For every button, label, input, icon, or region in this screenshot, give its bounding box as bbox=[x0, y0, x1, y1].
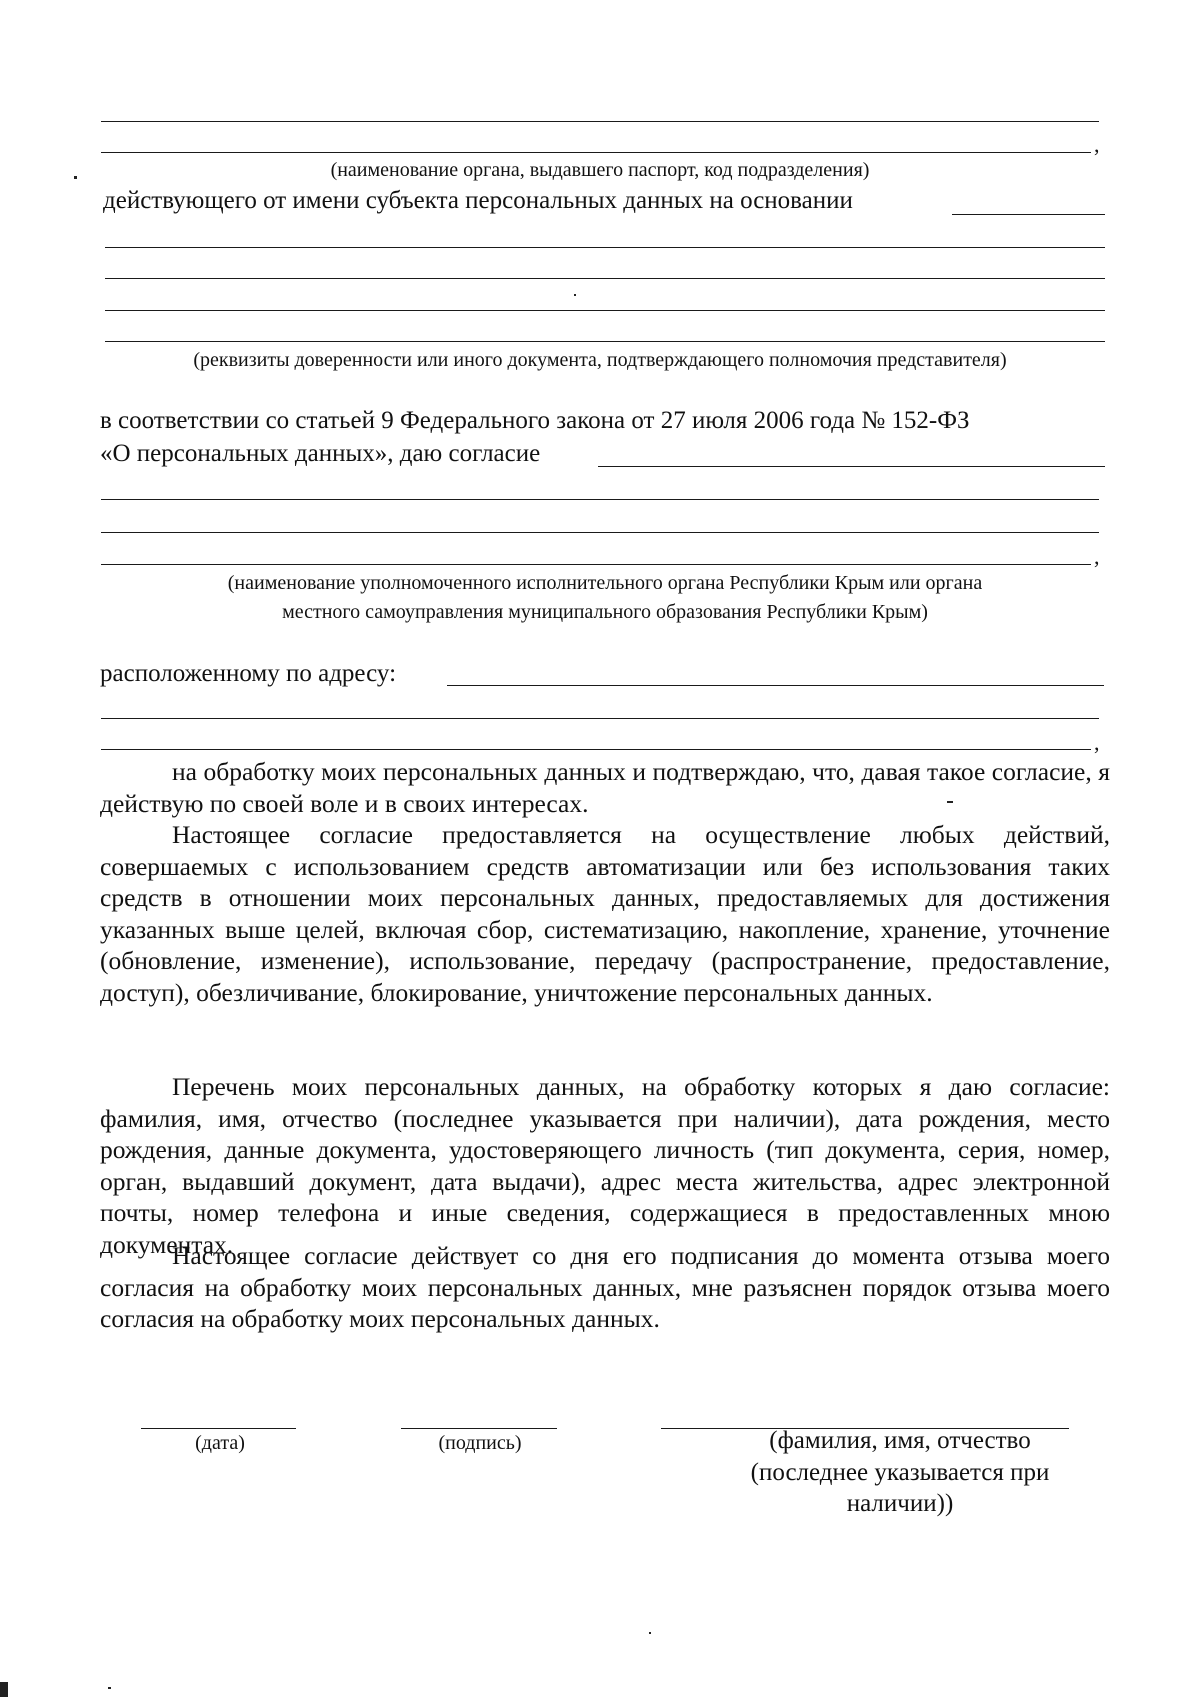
paragraph-consent-intent: на обработку моих персональных данных и подтверждаю, что, давая такое согласие, я действую по своей воле и в своих интересах. bbox=[100, 757, 1110, 818]
paragraph-data-list: Перечень моих персональных данных, на обработку которых я даю согласие: фамилия, имя, отчество (последнее указывается при наличии), дата рождения, место рождения, данные документа, удостоверяющего личность (тип документа, серия, номер, орган, выдавший документ, дата выдачи), адрес места жительства, адрес электронной почты, номер телефона и иные сведения, содержащиеся в предоставленных мною документах. bbox=[100, 1072, 1110, 1259]
scan-speck bbox=[74, 176, 77, 179]
fio-caption-line-1: (фамилия, имя, отчество bbox=[769, 1427, 1031, 1454]
blank-line-3 bbox=[105, 247, 1105, 248]
scan-edge-mark bbox=[0, 1682, 8, 1697]
comma: , bbox=[1094, 132, 1100, 157]
address-blank-line-1 bbox=[447, 685, 1104, 686]
date-signature-line bbox=[141, 1428, 296, 1429]
scan-speck bbox=[108, 1687, 111, 1689]
blank-line-2 bbox=[101, 152, 1091, 153]
scan-speck bbox=[947, 801, 953, 803]
blank-line-7 bbox=[101, 499, 1099, 500]
scan-speck bbox=[649, 1632, 651, 1634]
consent-recipient-blank-line bbox=[598, 466, 1105, 467]
address-label: расположенному по адресу: bbox=[100, 660, 397, 687]
address-blank-line-3 bbox=[101, 749, 1091, 750]
comma: , bbox=[1094, 730, 1100, 755]
law-reference-line-1: в соответствии со статьей 9 Федерального закона от 27 июля 2006 года № 152-ФЗ bbox=[100, 407, 970, 434]
blank-line-1 bbox=[101, 121, 1099, 122]
fio-caption-line-2: (последнее указывается при bbox=[750, 1458, 1050, 1486]
blank-line-8 bbox=[101, 532, 1099, 533]
sign-caption: (подпись) bbox=[438, 1432, 522, 1454]
blank-line-5 bbox=[105, 310, 1105, 311]
scan-speck bbox=[574, 294, 576, 296]
authority-docs-caption: (реквизиты доверенности или иного документа, подтверждающего полномочия представителя) bbox=[193, 349, 1007, 371]
blank-line-4 bbox=[105, 278, 1105, 279]
passport-issuer-caption: (наименование органа, выдавшего паспорт, код подразделения) bbox=[330, 159, 870, 181]
date-caption: (дата) bbox=[195, 1432, 245, 1454]
paragraph-processing-actions: Настоящее согласие предоставляется на осуществление любых действий, совершаемых с использованием средств автоматизации или без использования таких средств в отношении моих персональных данных, предоставляемых для достижения указанных выше целей, включая сбор, систематизацию, накопление, хранение, уточнение (обновление, изменение), использование, передачу (распространение, предоставление, доступ), обезличивание, блокирование, уничтожение персональных данных. bbox=[100, 820, 1110, 1007]
organ-name-caption-line-1: (наименование уполномоченного исполнительного органа Республики Крым или органа bbox=[227, 572, 983, 594]
blank-line-6 bbox=[105, 341, 1105, 342]
organ-name-caption-line-2: местного самоуправления муниципального образования Республики Крым) bbox=[282, 601, 928, 623]
comma: , bbox=[1094, 544, 1100, 569]
acting-on-behalf-text: действующего от имени субъекта персональных данных на основании bbox=[103, 187, 853, 214]
blank-line-9 bbox=[101, 564, 1091, 565]
address-blank-line-2 bbox=[101, 718, 1099, 719]
fio-caption bbox=[700, 1425, 1100, 1520]
sign-signature-line bbox=[401, 1428, 557, 1429]
fio-caption-line-3: наличии)) bbox=[846, 1490, 954, 1517]
law-reference-line-2: «О персональных данных», даю согласие bbox=[100, 440, 541, 467]
paragraph-validity: Настоящее согласие действует со дня его подписания до момента отзыва моего согласия на обработку моих персональных данных, мне разъяснен порядок отзыва моего согласия на обработку моих персональных данных. bbox=[100, 1241, 1110, 1333]
basis-blank-line bbox=[952, 214, 1105, 215]
